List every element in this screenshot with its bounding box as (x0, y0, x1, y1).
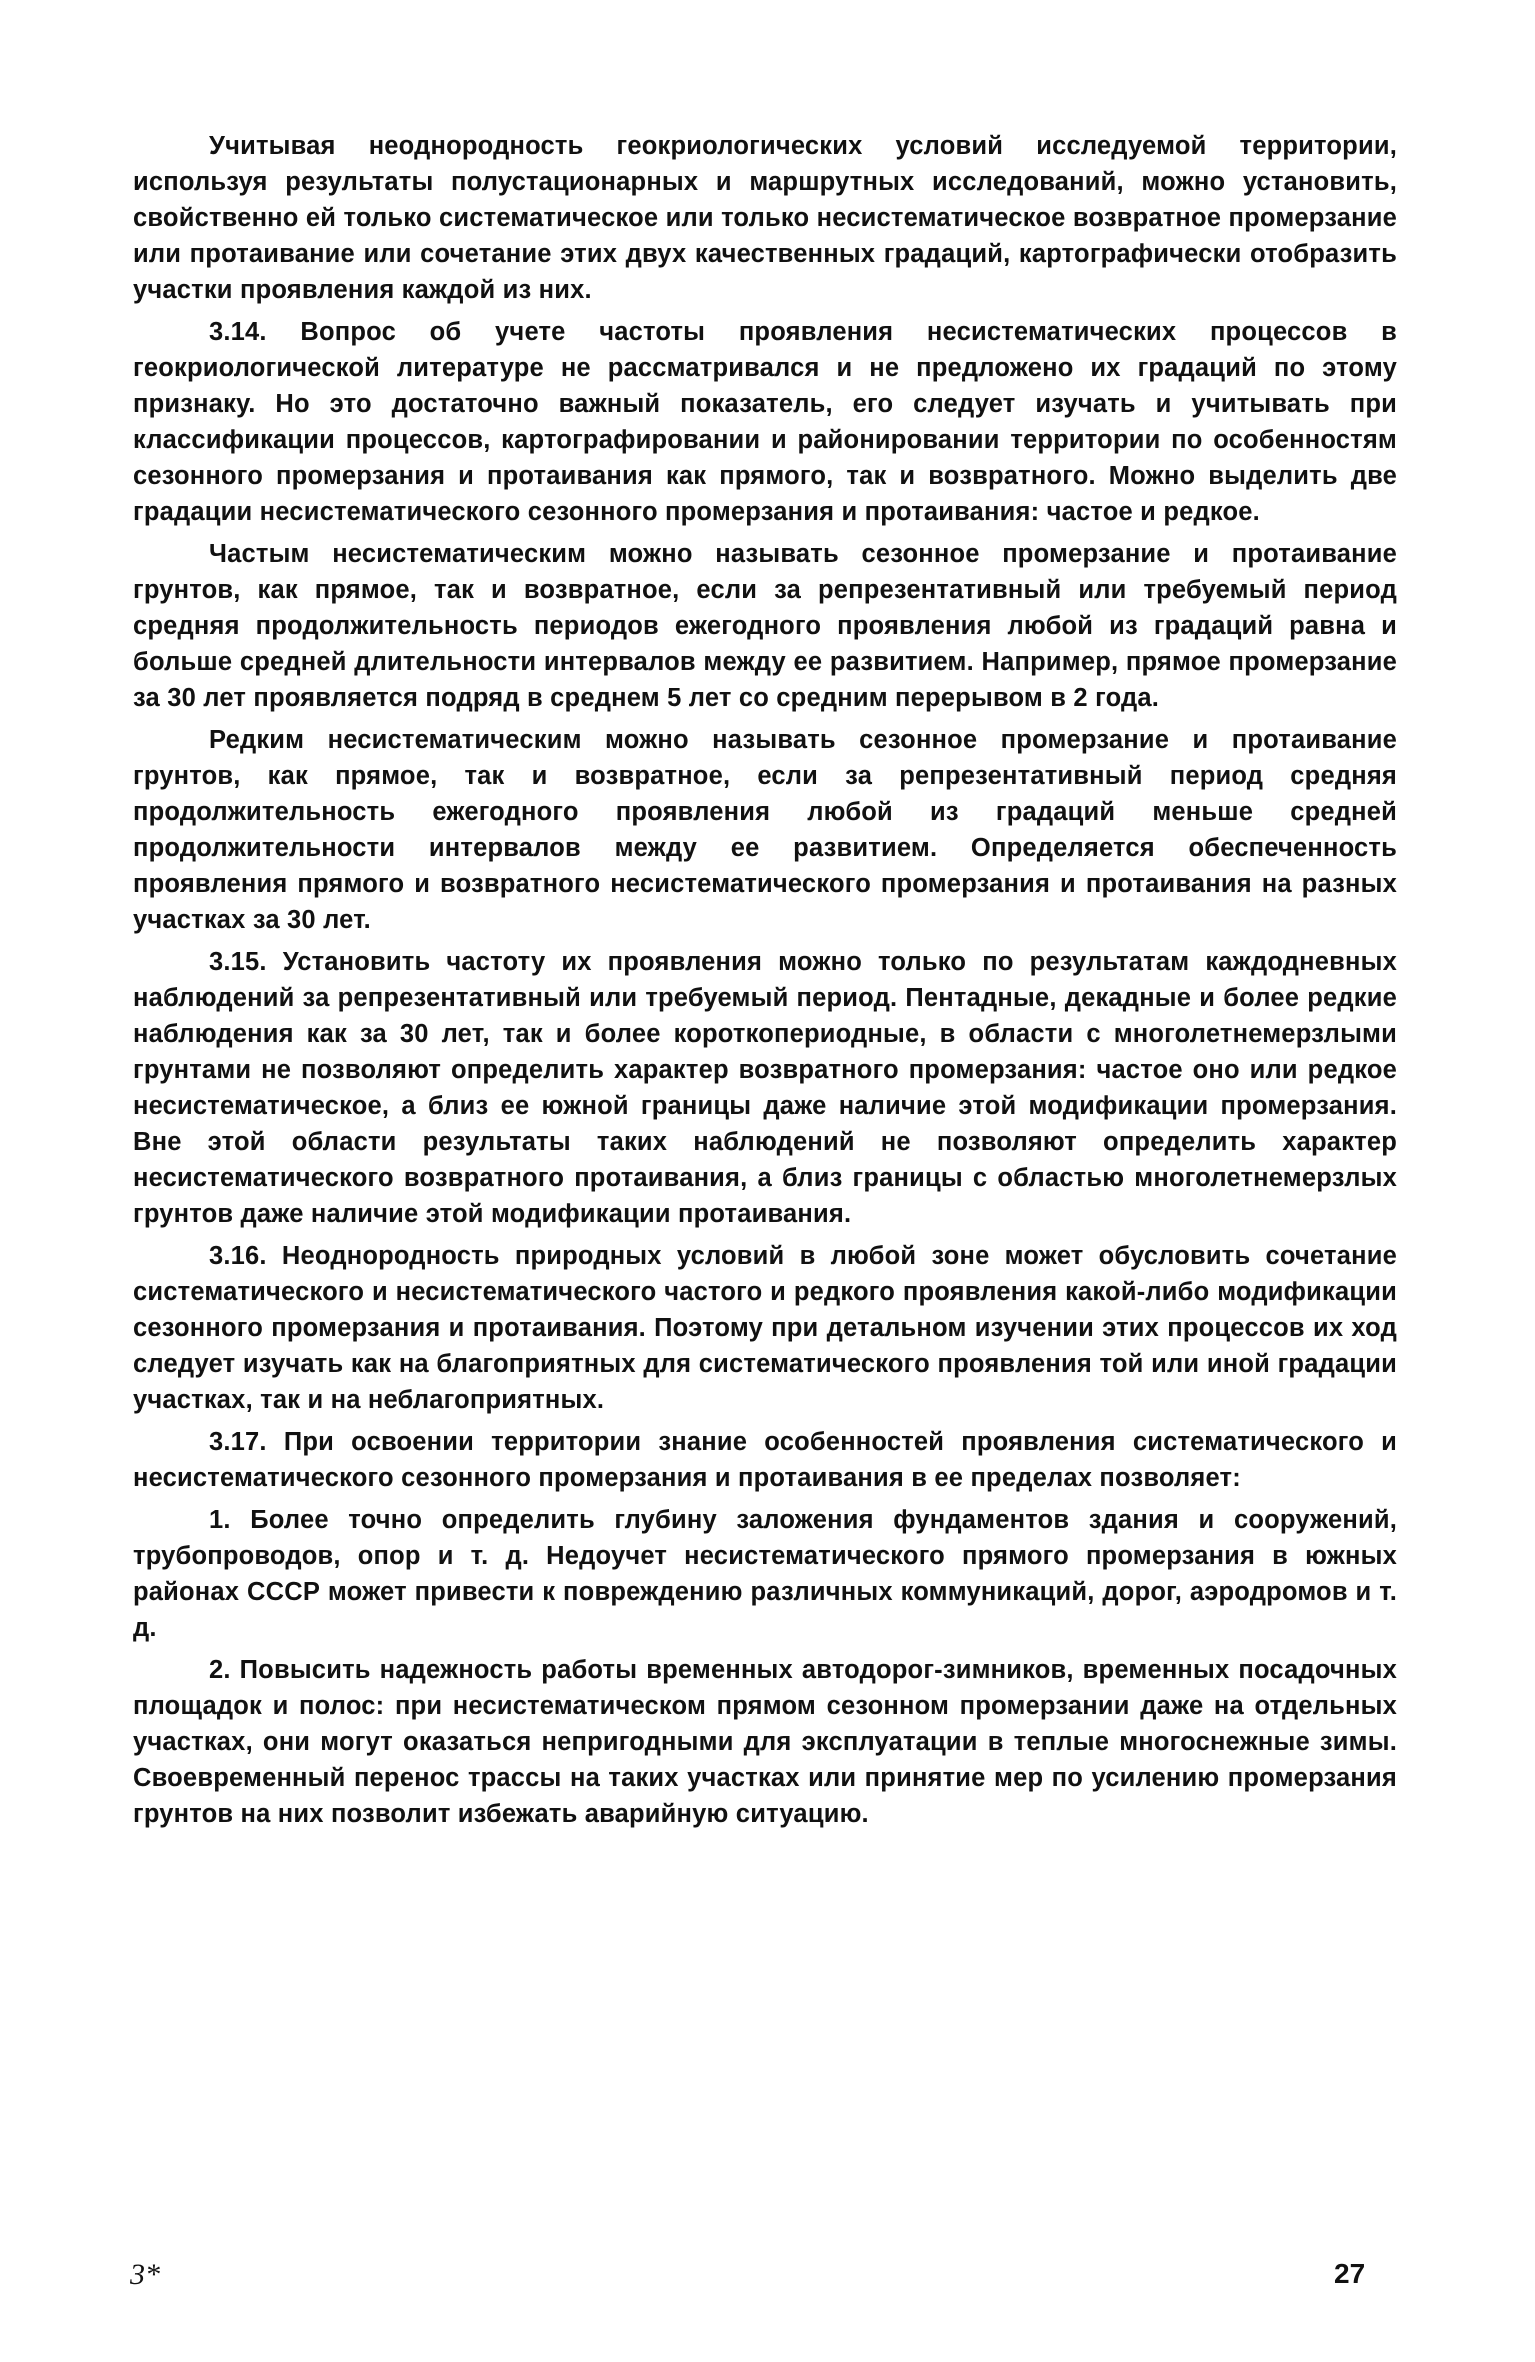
section-number: 3.17. (209, 1428, 267, 1456)
paragraph-text: Вопрос об учете частоты проявления несистематических процессов в геокриологической литературе не рассматривался и не предложено их градаций по этому признаку. Но это достаточно важный показатель, его следует изучать и учитывать при классификации процессов, картографировании и районировании территории по особенностям сезонного промерзания и протаивания как прямого, так и возвратного. Можно выделить две градации несистематического сезонного промерзания и протаивания: частое и редкое. (133, 318, 1397, 526)
page-number: 27 (1334, 2258, 1366, 2289)
section-number: 3.14. (209, 318, 267, 346)
paragraph-text: Неоднородность природных условий в любой зоне может обусловить сочетание систематического и несистематического частого и редкого проявления какой-либо модификации сезонного промерзания и протаивания. Поэтому при детальном изучении этих процессов их ход следует изучать как на благоприятных для систематического проявления той или иной градации участках, так и на неблагоприятных. (133, 1242, 1397, 1414)
paragraph-3-17 (133, 1424, 1397, 1496)
paragraph-text: Частым несистематическим можно называть сезонное промерзание и протаивание грунтов, как прямое, так и возвратное, если за репрезентативный или требуемый период средняя продолжительность периодов ежегодного проявления любой из градаций равна и больше средней длительности интервалов между ее развитием. Например, прямое промерзание за 30 лет проявляется подряд в среднем 5 лет со средним перерывом в 2 года. (133, 540, 1397, 712)
paragraph-text: 2. Повысить надежность работы временных автодорог-зимников, временных посадочных площадок и полос: при несистематическом прямом сезонном промерзании даже на отдельных участках, они могут оказаться непригодными для эксплуатации в теплые многоснежные зимы. Своевременный перенос трассы на таких участках или принятие мер по усилению промерзания грунтов на них позволит избежать аварийную ситуацию. (133, 1656, 1397, 1828)
section-number: 3.15. (209, 948, 267, 976)
list-item-2 (133, 1652, 1397, 1832)
paragraph-3-14 (133, 314, 1397, 530)
paragraph-text: При освоении территории знание особенностей проявления систематического и несистематического сезонного промерзания и протаивания в ее пределах позволяет: (133, 1428, 1397, 1492)
list-item-1 (133, 1502, 1397, 1646)
paragraph-intro (133, 128, 1397, 308)
paragraph-frequent (133, 536, 1397, 716)
paragraph-text: 1. Более точно определить глубину заложения фундаментов здания и сооружений, трубопроводов, опор и т. д. Недоучет несистематического прямого промерзания в южных районах СССР может привести к повреждению различных коммуникаций, дорог, аэродромов и т. д. (133, 1506, 1397, 1642)
signature-mark: 3* (130, 2258, 160, 2291)
paragraph-text: Учитывая неоднородность геокриологических условий исследуемой территории, используя результаты полустационарных и маршрутных исследований, можно установить, свойственно ей только систематическое или только несистематическое возвратное промерзание или протаивание или сочетание этих двух качественных градаций, картографически отобразить участки проявления каждой из них. (133, 132, 1397, 304)
paragraph-rare (133, 722, 1397, 938)
paragraph-text: Установить частоту их проявления можно только по результатам каждодневных наблюдений за репрезентативный или требуемый период. Пентадные, декадные и более редкие наблюдения как за 30 лет, так и более короткопериодные, в области с многолетнемерзлыми грунтами не позволяют определить характер возвратного промерзания: частое оно или редкое несистематическое, а близ ее южной границы даже наличие этой модификации промерзания. Вне этой области результаты таких наблюдений не позволяют определить характер несистематического возвратного протаивания, а близ границы с областью многолетнемерзлых грунтов даже наличие этой модификации протаивания. (133, 948, 1397, 1228)
body-text (133, 128, 1397, 1832)
paragraph-3-15 (133, 944, 1397, 1232)
section-number: 3.16. (209, 1242, 267, 1270)
page-footer (0, 2258, 1535, 2298)
paragraph-text: Редким несистематическим можно называть сезонное промерзание и протаивание грунтов, как прямое, так и возвратное, если за репрезентативный период средняя продолжительность ежегодного проявления любой из градаций меньше средней продолжительности интервалов между ее развитием. Определяется обеспеченность проявления прямого и возвратного несистематического промерзания и протаивания на разных участках за 30 лет. (133, 726, 1397, 934)
paragraph-3-16 (133, 1238, 1397, 1418)
